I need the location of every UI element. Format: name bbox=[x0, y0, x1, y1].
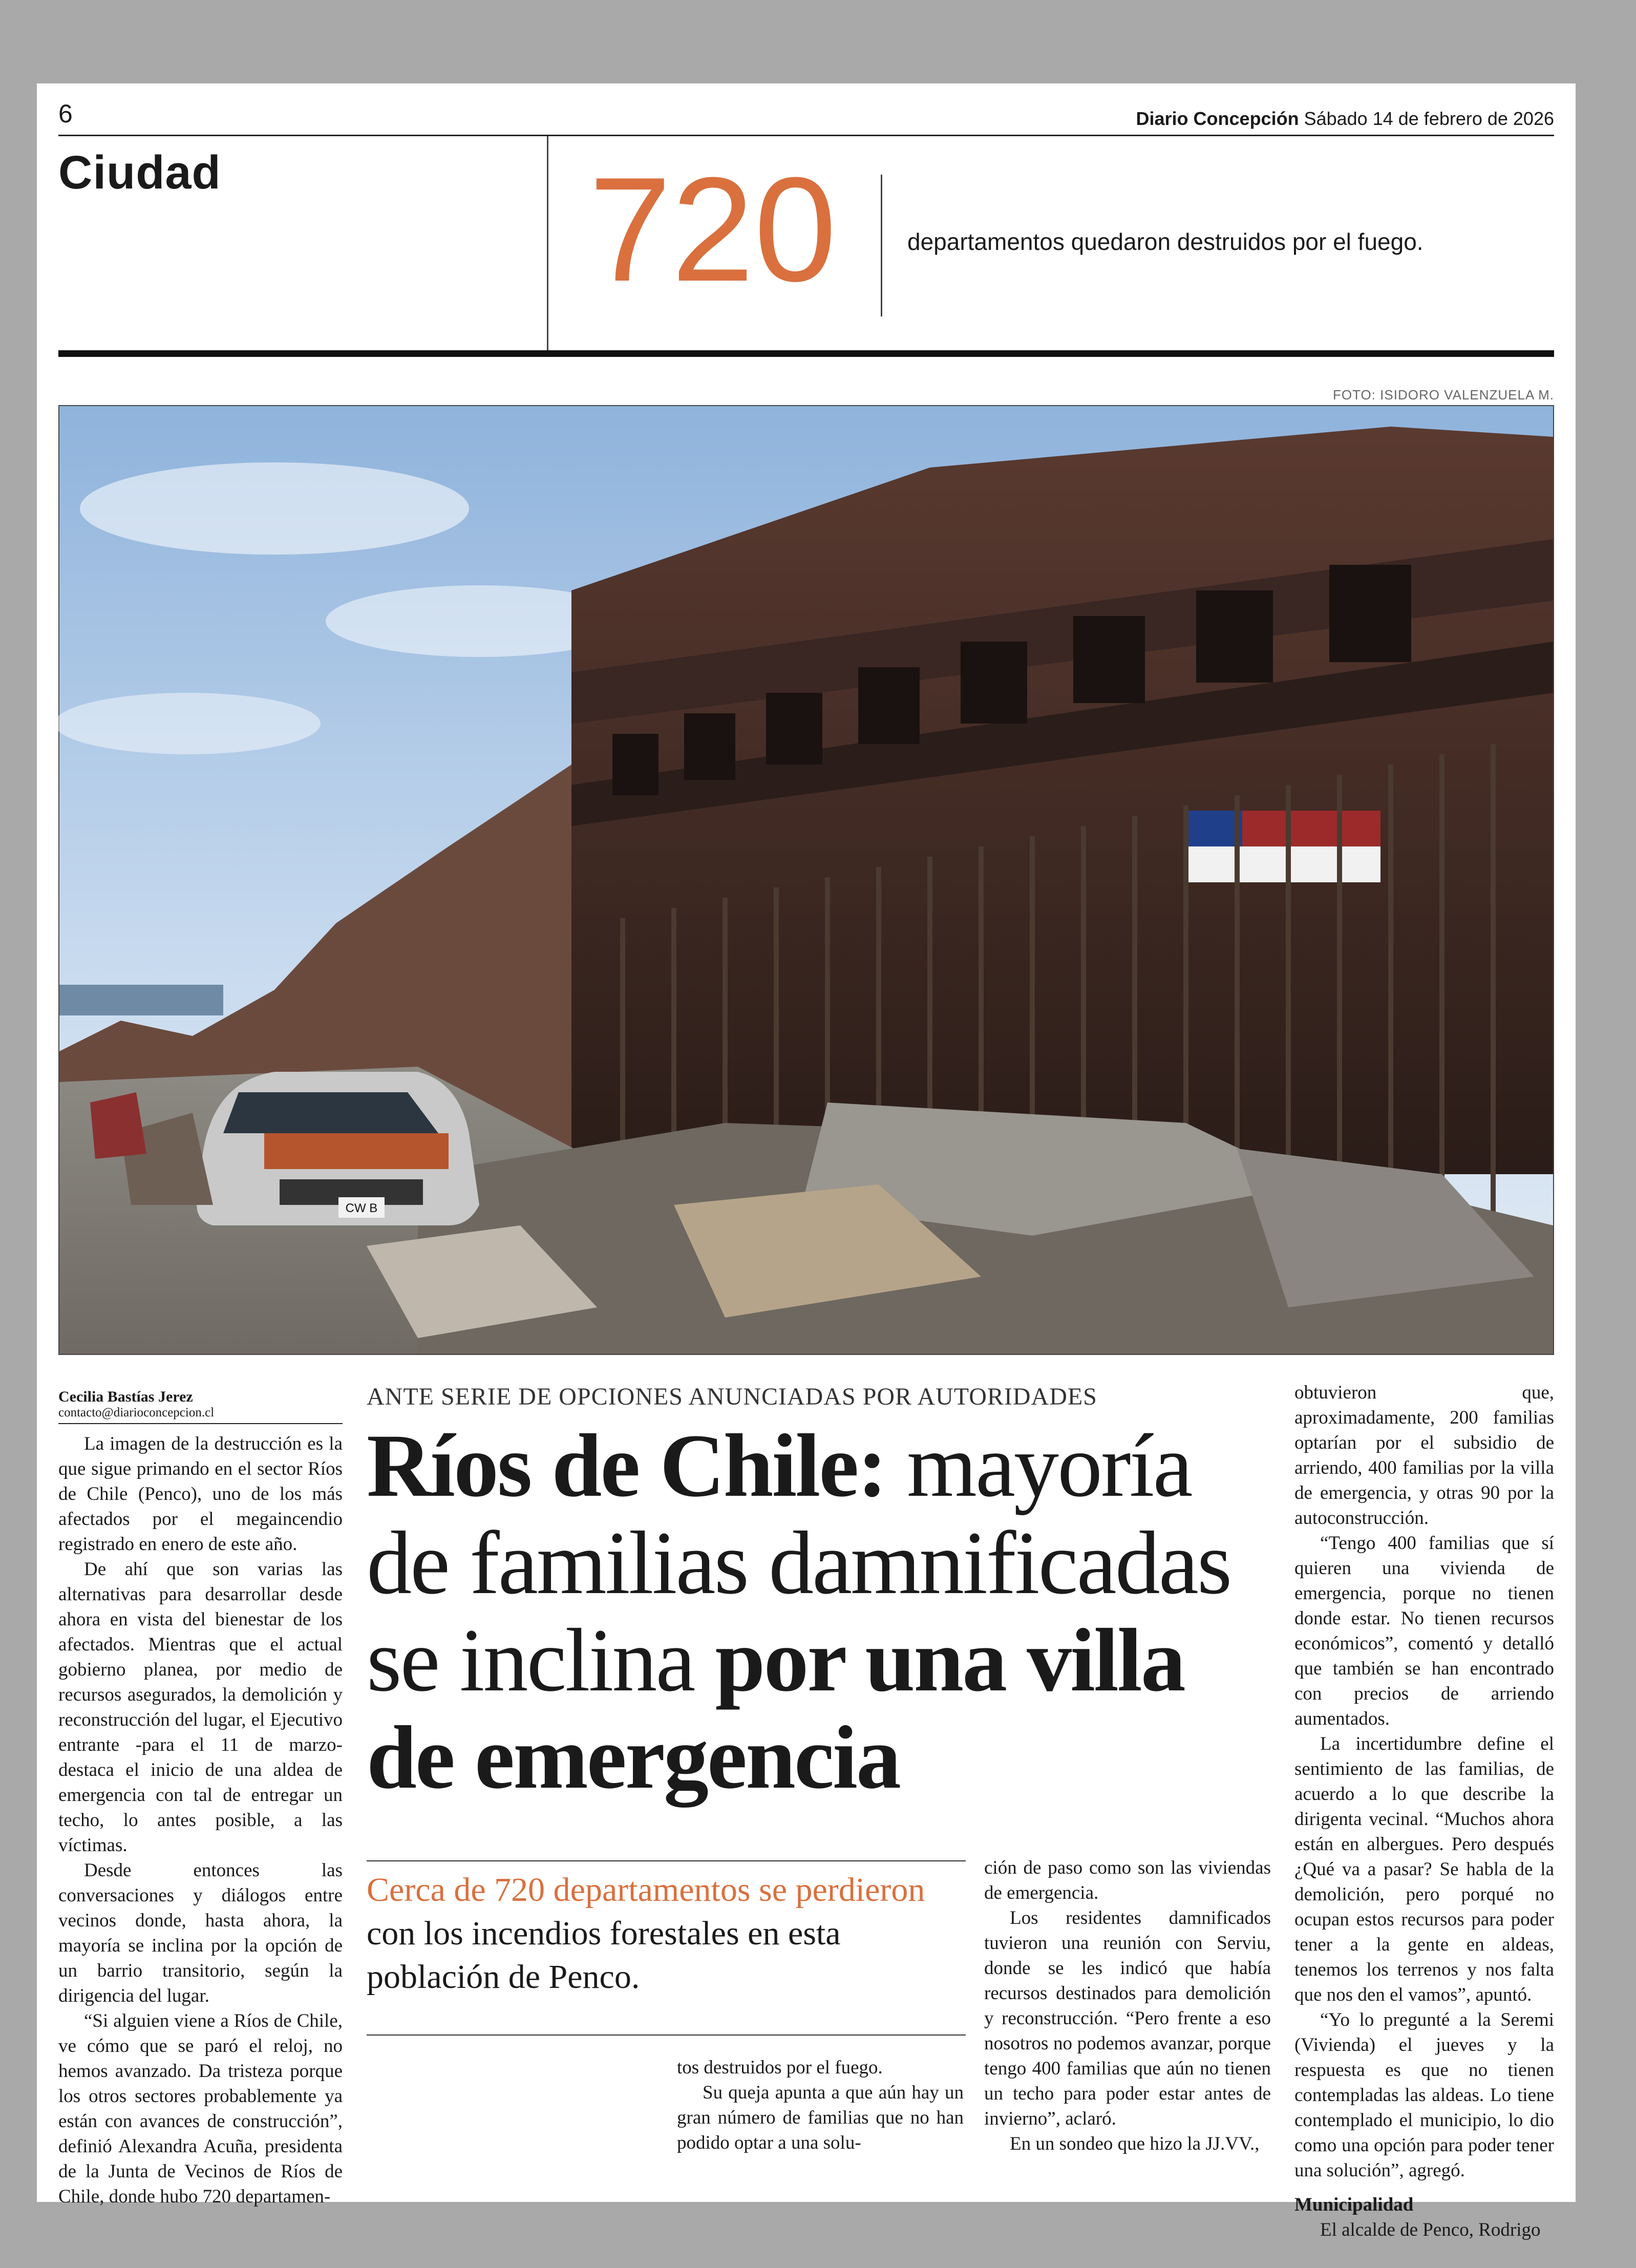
body-column-2 bbox=[677, 2055, 964, 2155]
paragraph: “Si alguien viene a Ríos de Chile, ve cómo que se paró el reloj, no hemos avanzado. Da tristeza porque los otros sectores probablemente ya están con avances de construcción”, definió Alexandra Acuña, presidenta de la Junta de Vecinos de Ríos de Chile, donde hubo 720 departamen- bbox=[58, 2010, 343, 2207]
body-column-4 bbox=[1294, 1380, 1554, 2242]
paper-name: Diario Concepción bbox=[1136, 108, 1299, 129]
header-thick-rule bbox=[58, 350, 1554, 357]
byline-email: contacto@diarioconcepcion.cl bbox=[58, 1406, 215, 1419]
headline-bold-1: Ríos de Chile: bbox=[367, 1416, 886, 1516]
headline-bold-2: por una villa de emergencia bbox=[367, 1610, 1184, 1808]
top-rule bbox=[58, 135, 1554, 136]
section-title: Ciudad bbox=[58, 146, 221, 199]
license-plate: CW B bbox=[345, 1201, 378, 1215]
paragraph: De ahí que son varias las alternativas para desarrollar desde ahora en vista del bienestar de los afectados. Mientras que el actual gobierno planea, por medio de recursos asegurados, la demolición y reconstrucción del lugar, el Ejecutivo entrante -para el 11 de marzo- destaca el inicio de una aldea de emergencia con tal de entregar un techo, lo antes posible, a las víctimas. bbox=[58, 1559, 343, 1856]
big-number: 720 bbox=[589, 146, 837, 312]
paragraph: Su queja apunta a que aún hay un gran número de familias que no han podido optar a una solu- bbox=[677, 2082, 964, 2153]
byline-rule bbox=[58, 1423, 343, 1424]
paragraph: La imagen de la destrucción es la que sigue primando en el sector Ríos de Chile (Penco), uno de los más afectados por el megaincendio registrado en enero de este año. bbox=[58, 1433, 343, 1555]
burned-building-scene bbox=[59, 406, 1553, 1354]
paragraph: Los residentes damnificados tuvieron una reunión con Serviu, donde se les indicó que había recursos destinados para demolición y reconstrucción. “Pero frente a eso nosotros no podemos avanzar, porque tengo 400 familias que aún no tienen un techo para poder estar antes de invierno”, aclaró. bbox=[984, 1907, 1271, 2129]
body-column-3 bbox=[984, 1855, 1271, 2156]
big-number-caption: departamentos quedaron destruidos por el fuego. bbox=[907, 228, 1423, 255]
parked-car bbox=[197, 1072, 479, 1225]
subhead: Municipalidad bbox=[1294, 2194, 1414, 2215]
kicker: ANTE SERIE DE OPCIONES ANUNCIADAS POR AUTORIDADES bbox=[367, 1383, 1097, 1410]
deck-accent: Cerca de 720 departamentos se perdieron bbox=[367, 1871, 925, 1909]
byline-name: Cecilia Bastías Jerez bbox=[58, 1388, 193, 1405]
paragraph: obtuvieron que, aproximadamente, 200 familias optarían por el subsidio de arriendo, 400 familias por la villa de emergencia, y otras 90 por la autoconstrucción. bbox=[1294, 1382, 1554, 1529]
main-photo bbox=[58, 405, 1554, 1355]
deck bbox=[367, 1868, 966, 1999]
issue-date: Sábado 14 de febrero de 2026 bbox=[1304, 108, 1554, 129]
newspaper-page bbox=[37, 83, 1576, 2240]
paragraph: El alcalde de Penco, Rodrigo bbox=[1320, 2219, 1541, 2240]
masthead bbox=[1136, 108, 1554, 130]
paragraph: tos destruidos por el fuego. bbox=[677, 2057, 883, 2078]
deck-rest: con los incendios forestales en esta población de Penco. bbox=[367, 1915, 841, 1996]
paragraph: ción de paso como son las viviendas de emergencia. bbox=[984, 1857, 1271, 1903]
headline-regular: mayoría de familias damnificadas se inclina bbox=[367, 1416, 1231, 1710]
paragraph: “Tengo 400 familias que sí quieren una vivienda de emergencia, porque no tienen donde estar. No tienen recursos económicos”, comentó y detalló que también se han encontrado con precios de arriendo aumentados. bbox=[1294, 1533, 1554, 1729]
header-divider bbox=[547, 136, 548, 351]
page-number: 6 bbox=[58, 99, 73, 128]
number-divider bbox=[881, 175, 882, 316]
paragraph: Desde entonces las conversaciones y diálogos entre vecinos donde, hasta ahora, la mayoría se inclina por la opción de un barrio transitorio, según la dirigencia del lugar. bbox=[58, 1860, 343, 2006]
deck-top-rule bbox=[367, 1860, 966, 1861]
paragraph: En un sondeo que hizo la JJ.VV., bbox=[1010, 2133, 1260, 2154]
deck-bottom-rule bbox=[367, 2034, 966, 2036]
paragraph: La incertidumbre define el sentimiento de las familias, de acuerdo a lo que describe la dirigenta vecinal. “Muchos ahora están en albergues. Pero después ¿Qué va a pasar? Se habla de la demolición, pero porqué no ocupan estos recursos para poder tener a la gente en aldeas, tenemos los terrenos y nos falta que nos den el vamos”, apuntó. bbox=[1294, 1733, 1554, 2005]
headline bbox=[367, 1417, 1237, 1807]
body-column-1 bbox=[58, 1431, 343, 2209]
photo-credit: FOTO: ISIDORO VALENZUELA M. bbox=[1332, 387, 1554, 402]
paragraph: “Yo lo pregunté a la Seremi (Vivienda) el jueves y la respuesta es que no tienen contempladas las aldeas. Lo tiene contemplado el municipio, lo dio como una opción para poder tener una solución”, agregó. bbox=[1294, 2009, 1554, 2181]
